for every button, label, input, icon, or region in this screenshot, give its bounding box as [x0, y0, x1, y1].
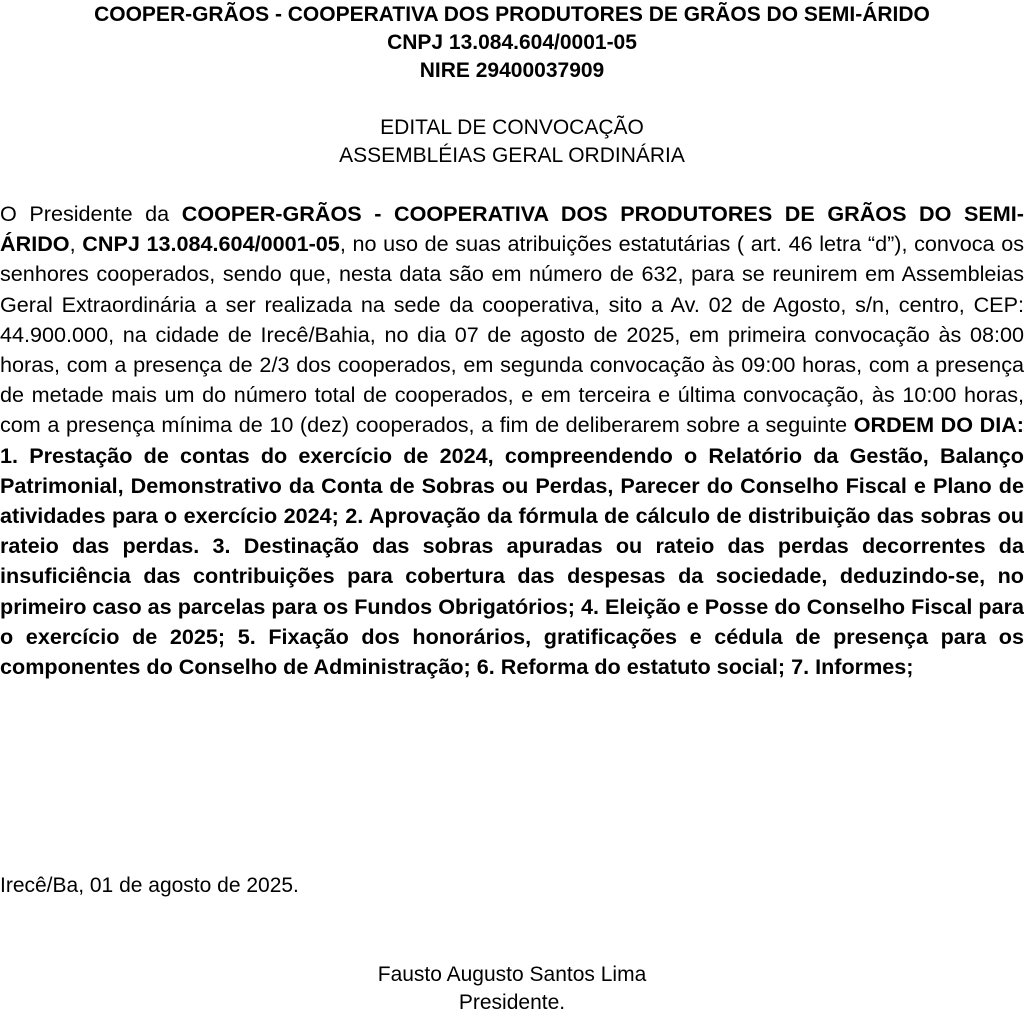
signer-role: Presidente. — [458, 991, 566, 1014]
document-header — [0, 1, 1024, 85]
nire-number: NIRE 29400037909 — [419, 59, 605, 82]
place-and-date: Irecê/Ba, 01 de agosto de 2025. — [0, 874, 299, 897]
cooperative-cnpj: CNPJ 13.084.604/0001-05 — [82, 231, 340, 257]
notice-heading — [0, 114, 1024, 170]
cooperative-name: COOPER-GRÃOS - COOPERATIVA DOS PRODUTORES DE GRÃOS DO SEMI-ÁRIDO — [0, 201, 1024, 257]
convocation-text: , no uso de suas atribuições estatutárias ( art. 46 letra “d”), convoca os senhores cooperados, sendo que, nesta data são em número de 632, para se reunirem em Assembleias Geral Extraordinária a ser realizada na sede da cooperativa, sito a Av. 02 de Agosto, s/n, centro, CEP: 44.900.000, na cidade de Irecê/Bahia, no dia 07 de agosto de 2025, em primeira convocação às 08:00 horas, com a presença de 2/3 dos cooperados, em segunda convocação às 09:00 horas, com a presença de metade mais um do número total de cooperados, e em terceira e última convocação, às 10:00 horas, com a presença mínima de 10 (dez) cooperados, a fim de deliberarem sobre a seguinte — [0, 231, 1024, 438]
agenda-text: ORDEM DO DIA: 1. Prestação de contas do exercício de 2024, compreendendo o Relatório da Gestão, Balanço Patrimonial, Demonstrativo da Conta de Sobras ou Perdas, Parecer do Conselho Fiscal e Plano de atividades para o exercício 2024; 2. Aprovação da fórmula de cálculo de distribuição das sobras ou rateio das perdas. 3. Destinação das sobras apuradas ou rateio das perdas decorrentes da insuficiência das contribuições para cobertura das despesas da sociedade, deduzindo-se, no primeiro caso as parcelas para os Fundos Obrigatórios; 4. Eleição e Posse do Conselho Fiscal para o exercício de 2025; 5. Fixação dos honorários, gratificações e cédula de presença para os componentes do Conselho de Administração; 6. Reforma do estatuto social; 7. Informes; — [0, 412, 1024, 680]
signer-name: Fausto Augusto Santos Lima — [377, 963, 647, 986]
notice-subtitle: ASSEMBLÉIAS GERAL ORDINÁRIA — [339, 144, 685, 167]
notice-body — [0, 199, 1024, 682]
cnpj-number: CNPJ 13.084.604/0001-05 — [387, 31, 637, 54]
intro-prefix: O Presidente da — [0, 201, 182, 226]
organization-name: COOPER-GRÃOS - COOPERATIVA DOS PRODUTORES DE GRÃOS DO SEMI-ÁRIDO — [94, 3, 930, 26]
signature-block — [340, 961, 684, 1017]
notice-title: EDITAL DE CONVOCAÇÃO — [380, 116, 644, 139]
separator-comma: , — [69, 231, 83, 257]
